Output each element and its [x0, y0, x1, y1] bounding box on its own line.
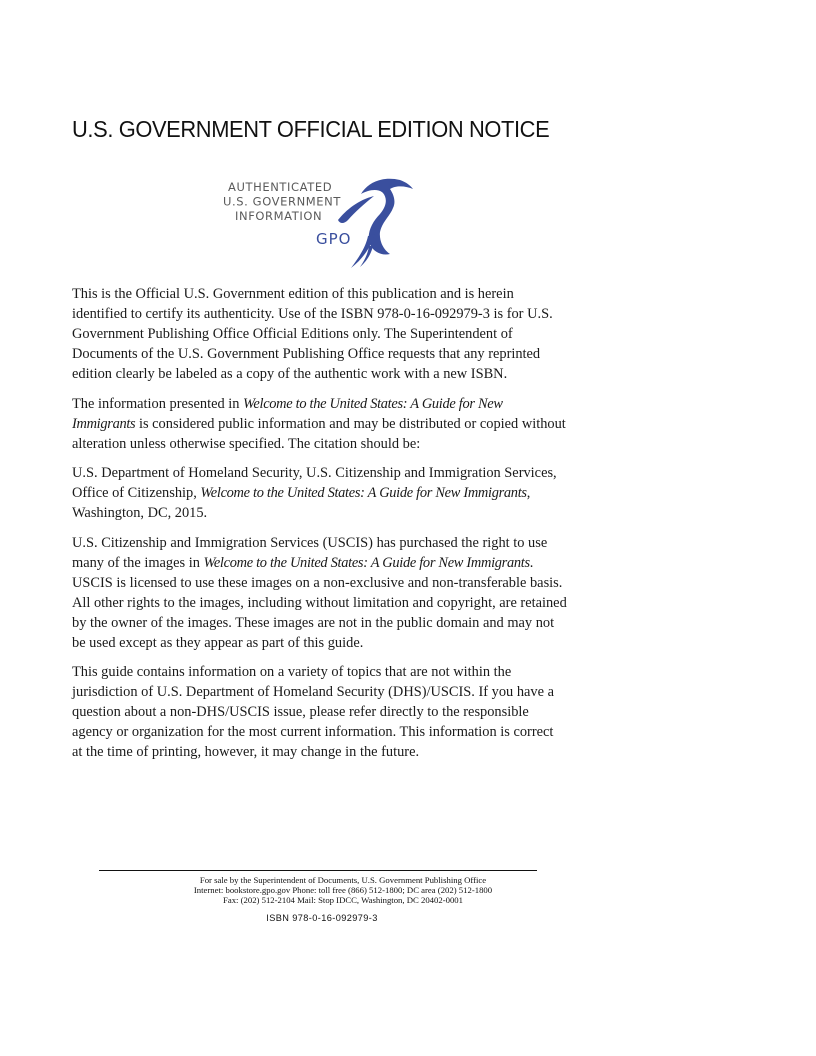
notice-paragraph-citation: U.S. Department of Homeland Security, U.S. Citizenship and Immigration Services, Office of Citizenship, Welcome to the United States: A Guide for New Immigrants, Washington, DC, 2015.: [72, 465, 557, 521]
logo-line-authenticated: AUTHENTICATED: [228, 180, 333, 194]
footer-divider: [99, 870, 537, 871]
notice-paragraph-public-info: The information presented in Welcome to the United States: A Guide for New Immigrants is considered public information and may be distributed or copied without alteration unless otherwise specified. The citation should be:: [72, 395, 566, 452]
notice-paragraph-isbn: This is the Official U.S. Government edition of this publication and is herein identified to certify its authenticity. Use of the ISBN 978-0-16-092979-3 is for U.S. Government Publishing Office Official Editions only. The Superintendent of Documents of the U.S. Government Publishing Office requests that any reprinted edition clearly be labeled as a copy of the authentic work with a new ISBN.: [72, 286, 553, 382]
notice-body: [72, 284, 567, 772]
notice-paragraph-images: U.S. Citizenship and Immigration Services (USCIS) has purchased the right to use many of the images in Welcome to the United States: A Guide for New Immigrants. USCIS is licensed to use these images on a non-exclusive and non-transferable basis. All other rights to the images, including without limitation and copyright, are retained by the owner of the images. These images are not in the public domain and may not be used except as they appear as part of this guide.: [72, 534, 567, 651]
publication-title: Welcome to the United States: A Guide for New Immigrants: [203, 554, 530, 571]
eagle-icon: [338, 179, 413, 268]
footer-sales-info: [99, 875, 587, 906]
page-title: U.S. GOVERNMENT OFFICIAL EDITION NOTICE: [72, 116, 550, 142]
gpo-authenticated-logo: [218, 172, 418, 272]
publication-title: Welcome to the United States: A Guide for New Immigrants: [72, 395, 503, 432]
logo-gpo-mark: GPO: [316, 230, 352, 248]
logo-line-information: INFORMATION: [235, 209, 323, 223]
publication-title: Welcome to the United States: A Guide for New Immigrants: [200, 485, 527, 501]
footer-line-sale: For sale by the Superintendent of Documents, U.S. Government Publishing Office: [199, 875, 487, 885]
notice-paragraph-jurisdiction: This guide contains information on a variety of topics that are not within the jurisdiction of U.S. Department of Homeland Security (DHS)/USCIS. If you have a question about a non-DHS/USCIS issue, please refer directly to the responsible agency or organization for the most current information. This information is correct at the time of printing, however, it may change in the future.: [72, 664, 555, 760]
footer-line-contact: Internet: bookstore.gpo.gov Phone: toll free (866) 512-1800; DC area (202) 512-1800: [193, 885, 493, 896]
isbn-number: ISBN 978-0-16-092979-3: [266, 913, 378, 923]
logo-line-government: U.S. GOVERNMENT: [223, 194, 341, 209]
footer-line-fax-mail: Fax: (202) 512-2104 Mail: Stop IDCC, Washington, DC 20402-0001: [223, 895, 463, 906]
